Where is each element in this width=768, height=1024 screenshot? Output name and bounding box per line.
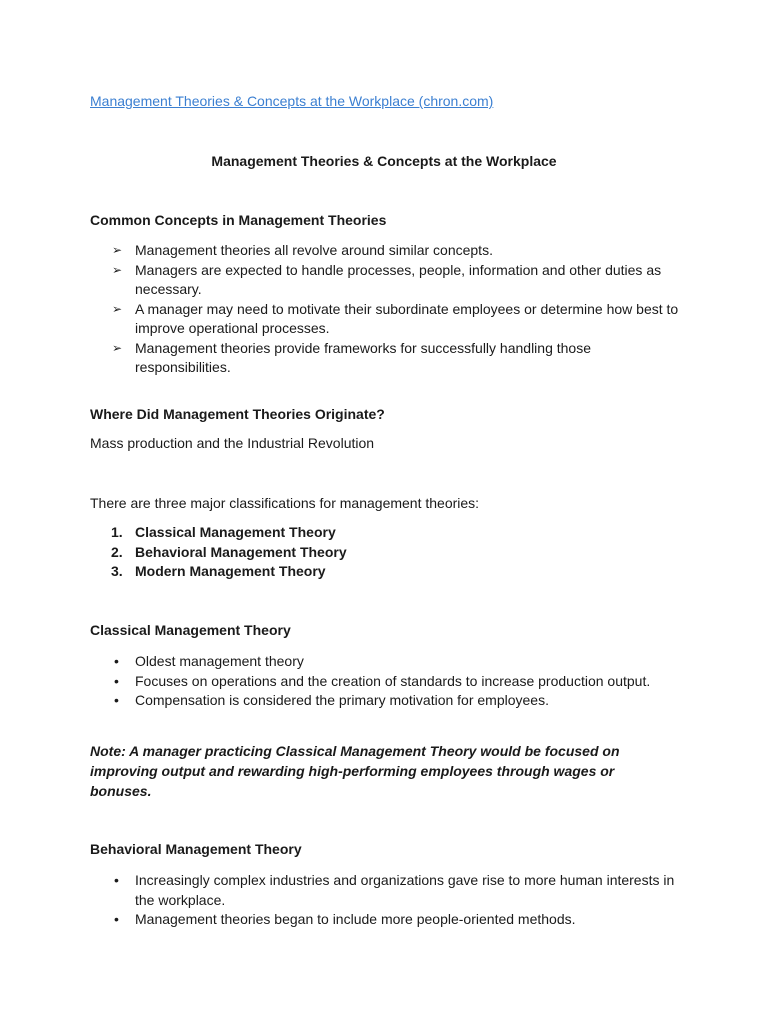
list-item: ➢ Management theories all revolve around similar concepts.: [90, 241, 690, 261]
list-item: • Increasingly complex industries and organizations gave rise to more human interests in the workplace.: [114, 872, 675, 908]
list-item: • Focuses on operations and the creation of standards to increase production output.: [90, 672, 690, 692]
source-link[interactable]: Management Theories & Concepts at the Workplace (chron.com): [90, 93, 494, 109]
bullet-icon: •: [114, 653, 119, 669]
list-item: ➢ A manager may need to motivate their subordinate employees or determine how best to improve operational processes.: [112, 300, 679, 336]
classical-list: [90, 652, 690, 711]
bullet-icon: •: [114, 872, 119, 888]
classifications-intro: There are three major classifications for management theories:: [90, 495, 480, 511]
arrow-bullet-icon: ➢: [112, 340, 123, 355]
list-item: ➢ Management theories provide frameworks for successfully handling those responsibilities.: [112, 339, 592, 375]
list-item: • Management theories began to include more people-oriented methods.: [90, 910, 690, 930]
common-concepts-list: [90, 241, 690, 378]
list-item: 1. Classical Management Theory: [111, 524, 336, 540]
list-item: • Compensation is considered the primary motivation for employees.: [90, 691, 690, 711]
arrow-bullet-icon: ➢: [112, 262, 123, 277]
bullet-icon: •: [114, 911, 119, 927]
origin-text: Mass production and the Industrial Revolution: [90, 435, 375, 451]
arrow-bullet-icon: ➢: [112, 243, 123, 257]
classifications-list: [90, 523, 690, 582]
list-item: • Oldest management theory: [90, 652, 690, 672]
list-item: ➢ Managers are expected to handle processes, people, information and other duties as necessary.: [112, 261, 662, 297]
bullet-icon: •: [114, 692, 119, 708]
heading-common-concepts: Common Concepts in Management Theories: [90, 212, 387, 228]
behavioral-list: [90, 871, 690, 930]
list-item: 2. Behavioral Management Theory: [111, 543, 347, 560]
heading-classical: Classical Management Theory: [90, 622, 291, 638]
list-item: 3. Modern Management Theory: [111, 563, 326, 579]
classical-note: Note: A manager practicing Classical Management Theory would be focused on improving output and rewarding high-performing employees through wages or bonuses.: [90, 743, 620, 799]
document-title: Management Theories & Concepts at the Workplace: [211, 153, 557, 169]
bullet-icon: •: [114, 672, 119, 689]
heading-behavioral: Behavioral Management Theory: [90, 841, 302, 857]
arrow-bullet-icon: ➢: [112, 301, 123, 316]
heading-origin: Where Did Management Theories Originate?: [90, 406, 385, 422]
